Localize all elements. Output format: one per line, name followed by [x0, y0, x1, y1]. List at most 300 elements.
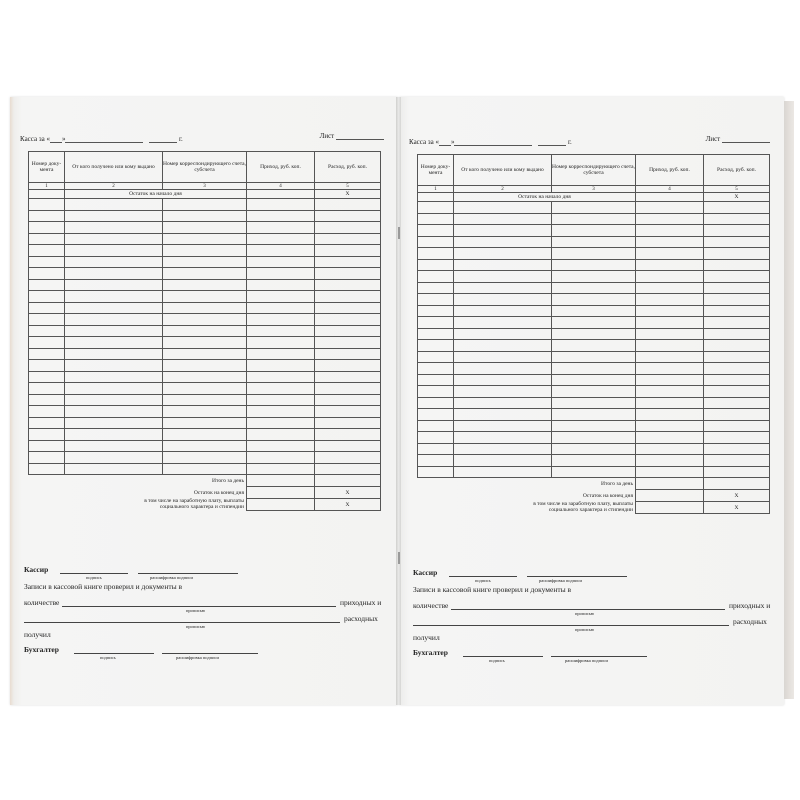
- table-cell[interactable]: [65, 245, 163, 257]
- table-cell[interactable]: [65, 463, 163, 475]
- cashier-label: Кассир: [24, 565, 49, 574]
- closing-balance-label: Остаток на конец дня: [582, 492, 633, 499]
- closing-x-mark: Х: [315, 487, 381, 499]
- table-cell[interactable]: [704, 466, 770, 478]
- table-cell[interactable]: [163, 371, 247, 383]
- table-cell[interactable]: [29, 337, 65, 349]
- table-cell[interactable]: [552, 386, 636, 398]
- table-cell[interactable]: [418, 409, 454, 421]
- table-cell[interactable]: [418, 271, 454, 283]
- quantity-outgoing-line[interactable]: [24, 622, 340, 623]
- table-row: [29, 429, 381, 441]
- table-row: [29, 302, 381, 314]
- entry-rows: [29, 199, 381, 475]
- day-field[interactable]: [439, 138, 451, 146]
- table-cell[interactable]: [315, 383, 381, 395]
- accountant-decode-line[interactable]: [551, 656, 647, 657]
- day-total-income[interactable]: [636, 478, 704, 490]
- table-cell[interactable]: [454, 432, 552, 444]
- table-cell[interactable]: [418, 432, 454, 444]
- table-cell[interactable]: [636, 213, 704, 225]
- table-cell[interactable]: [704, 409, 770, 421]
- table-cell[interactable]: [704, 213, 770, 225]
- table-cell[interactable]: [704, 305, 770, 317]
- table-cell[interactable]: [636, 282, 704, 294]
- table-cell[interactable]: [418, 443, 454, 455]
- table-cell[interactable]: [247, 279, 315, 291]
- sheet-label: Лист: [319, 132, 335, 140]
- table-cell[interactable]: [552, 455, 636, 467]
- table-cell[interactable]: [704, 317, 770, 329]
- table-cell[interactable]: [552, 271, 636, 283]
- table-cell[interactable]: [636, 409, 704, 421]
- table-cell[interactable]: [636, 225, 704, 237]
- table-cell[interactable]: [65, 360, 163, 372]
- table-cell[interactable]: [418, 225, 454, 237]
- table-cell[interactable]: [247, 440, 315, 452]
- table-cell[interactable]: [636, 202, 704, 214]
- table-cell[interactable]: [704, 432, 770, 444]
- table-cell[interactable]: [315, 337, 381, 349]
- table-cell[interactable]: [636, 294, 704, 306]
- table-cell[interactable]: [65, 325, 163, 337]
- table-cell[interactable]: [163, 222, 247, 234]
- table-cell[interactable]: [163, 348, 247, 360]
- year-field[interactable]: [538, 138, 566, 146]
- table-cell[interactable]: [315, 314, 381, 326]
- table-cell[interactable]: [454, 443, 552, 455]
- table-cell[interactable]: [418, 363, 454, 375]
- table-cell[interactable]: [552, 363, 636, 375]
- table-cell[interactable]: [454, 466, 552, 478]
- table-cell[interactable]: [454, 386, 552, 398]
- table-cell[interactable]: [552, 202, 636, 214]
- table-cell[interactable]: [315, 268, 381, 280]
- table-cell[interactable]: [704, 282, 770, 294]
- table-cell[interactable]: [29, 233, 65, 245]
- opening-cell-empty[interactable]: [418, 193, 454, 202]
- table-cell[interactable]: [418, 386, 454, 398]
- table-cell[interactable]: [65, 337, 163, 349]
- accountant-signature-caption: подпись: [100, 655, 116, 660]
- table-row: [29, 337, 381, 349]
- in-words-caption-2: прописью: [575, 627, 595, 632]
- table-cell[interactable]: [704, 374, 770, 386]
- table-cell[interactable]: [418, 328, 454, 340]
- table-cell[interactable]: [454, 455, 552, 467]
- table-cell[interactable]: [247, 452, 315, 464]
- table-cell[interactable]: [552, 213, 636, 225]
- table-cell[interactable]: [552, 248, 636, 260]
- table-cell[interactable]: [163, 199, 247, 211]
- table-cell[interactable]: [704, 455, 770, 467]
- table-cell[interactable]: [65, 279, 163, 291]
- table-cell[interactable]: [552, 328, 636, 340]
- table-cell[interactable]: [65, 452, 163, 464]
- table-cell[interactable]: [29, 452, 65, 464]
- table-cell[interactable]: [704, 248, 770, 260]
- table-cell[interactable]: [704, 340, 770, 352]
- table-cell[interactable]: [636, 374, 704, 386]
- table-cell[interactable]: [163, 383, 247, 395]
- accountant-signature-line[interactable]: [463, 656, 543, 657]
- table-cell[interactable]: [247, 348, 315, 360]
- table-cell[interactable]: [247, 394, 315, 406]
- table-cell[interactable]: [29, 360, 65, 372]
- table-cell[interactable]: [29, 314, 65, 326]
- table-cell[interactable]: [247, 302, 315, 314]
- table-cell[interactable]: [418, 340, 454, 352]
- table-row: [418, 363, 770, 375]
- table-cell[interactable]: [454, 351, 552, 363]
- table-cell[interactable]: [552, 340, 636, 352]
- table-cell[interactable]: [65, 199, 163, 211]
- table-row: [418, 328, 770, 340]
- table-cell[interactable]: [636, 443, 704, 455]
- opening-cell-empty[interactable]: [29, 190, 65, 199]
- table-cell[interactable]: [163, 417, 247, 429]
- table-cell[interactable]: [418, 202, 454, 214]
- table-cell[interactable]: [315, 302, 381, 314]
- opening-income-cell[interactable]: [636, 193, 704, 202]
- table-cell[interactable]: [704, 236, 770, 248]
- table-cell[interactable]: [636, 363, 704, 375]
- table-cell[interactable]: [163, 279, 247, 291]
- day-total-income[interactable]: [247, 475, 315, 487]
- table-cell[interactable]: [163, 337, 247, 349]
- checked-text: Записи в кассовой книге проверил и документы в: [24, 582, 183, 591]
- table-cell[interactable]: [636, 271, 704, 283]
- col-num-4: 4: [247, 183, 315, 190]
- table-cell[interactable]: [29, 302, 65, 314]
- table-cell[interactable]: [418, 420, 454, 432]
- table-cell[interactable]: [454, 397, 552, 409]
- table-cell[interactable]: [29, 279, 65, 291]
- table-cell[interactable]: [163, 314, 247, 326]
- table-cell[interactable]: [29, 199, 65, 211]
- table-cell[interactable]: [315, 210, 381, 222]
- table-cell[interactable]: [418, 374, 454, 386]
- table-cell[interactable]: [65, 268, 163, 280]
- table-cell[interactable]: [552, 409, 636, 421]
- day-total-expense[interactable]: [704, 478, 770, 490]
- table-cell[interactable]: [454, 420, 552, 432]
- table-cell[interactable]: [454, 317, 552, 329]
- table-cell[interactable]: [418, 397, 454, 409]
- table-cell[interactable]: [65, 291, 163, 303]
- table-cell[interactable]: [315, 417, 381, 429]
- sheet-number-field[interactable]: [336, 132, 384, 140]
- col-num-1: 1: [418, 186, 454, 193]
- table-cell[interactable]: [636, 351, 704, 363]
- table-cell[interactable]: [418, 282, 454, 294]
- table-cell[interactable]: [454, 328, 552, 340]
- table-cell[interactable]: [315, 360, 381, 372]
- month-field[interactable]: [65, 135, 143, 143]
- table-cell[interactable]: [704, 351, 770, 363]
- table-cell[interactable]: [247, 314, 315, 326]
- table-cell[interactable]: [454, 340, 552, 352]
- table-cell[interactable]: [29, 429, 65, 441]
- table-cell[interactable]: [247, 383, 315, 395]
- table-cell[interactable]: [65, 348, 163, 360]
- table-cell[interactable]: [704, 420, 770, 432]
- table-cell[interactable]: [636, 420, 704, 432]
- table-cell[interactable]: [315, 245, 381, 257]
- table-cell[interactable]: [315, 291, 381, 303]
- closing-balance-row: [29, 487, 381, 499]
- table-cell[interactable]: [29, 256, 65, 268]
- table-cell[interactable]: [704, 202, 770, 214]
- table-cell[interactable]: [65, 256, 163, 268]
- table-cell[interactable]: [65, 222, 163, 234]
- table-cell[interactable]: [247, 210, 315, 222]
- table-cell[interactable]: [552, 282, 636, 294]
- quantity-incoming-line[interactable]: [451, 609, 725, 610]
- table-cell[interactable]: [29, 417, 65, 429]
- table-cell[interactable]: [315, 325, 381, 337]
- cashier-decode-line[interactable]: [527, 576, 627, 577]
- table-cell[interactable]: [247, 233, 315, 245]
- month-field[interactable]: [454, 138, 532, 146]
- table-cell[interactable]: [29, 394, 65, 406]
- table-row: [418, 340, 770, 352]
- table-cell[interactable]: [29, 406, 65, 418]
- table-cell[interactable]: [65, 314, 163, 326]
- day-total-label: Итого за день: [601, 480, 633, 487]
- table-cell[interactable]: [315, 371, 381, 383]
- table-cell[interactable]: [65, 394, 163, 406]
- table-cell[interactable]: [315, 348, 381, 360]
- table-cell[interactable]: [418, 455, 454, 467]
- table-cell[interactable]: [163, 210, 247, 222]
- table-cell[interactable]: [315, 222, 381, 234]
- day-total-expense[interactable]: [315, 475, 381, 487]
- table-cell[interactable]: [247, 256, 315, 268]
- table-cell[interactable]: [29, 268, 65, 280]
- cashier-signature-line[interactable]: [449, 576, 517, 577]
- table-cell[interactable]: [636, 466, 704, 478]
- table-cell[interactable]: [636, 432, 704, 444]
- cashier-signature-caption: подпись: [475, 578, 491, 583]
- table-cell[interactable]: [315, 452, 381, 464]
- table-cell[interactable]: [552, 259, 636, 271]
- table-cell[interactable]: [65, 383, 163, 395]
- table-cell[interactable]: [65, 440, 163, 452]
- sheet-number-field[interactable]: [722, 135, 770, 143]
- table-cell[interactable]: [315, 256, 381, 268]
- table-cell[interactable]: [454, 225, 552, 237]
- table-cell[interactable]: [247, 463, 315, 475]
- table-cell[interactable]: [315, 199, 381, 211]
- table-cell[interactable]: [636, 328, 704, 340]
- table-cell[interactable]: [636, 455, 704, 467]
- table-cell[interactable]: [247, 199, 315, 211]
- table-cell[interactable]: [163, 406, 247, 418]
- table-cell[interactable]: [418, 213, 454, 225]
- table-cell[interactable]: [418, 466, 454, 478]
- col-num-4: 4: [636, 186, 704, 193]
- closing-balance-cell[interactable]: [247, 487, 315, 499]
- table-cell[interactable]: [65, 429, 163, 441]
- table-cell[interactable]: [29, 371, 65, 383]
- table-cell[interactable]: [315, 279, 381, 291]
- salary-amount-cell[interactable]: [247, 499, 315, 511]
- table-cell[interactable]: [454, 259, 552, 271]
- table-cell[interactable]: [704, 294, 770, 306]
- table-cell[interactable]: [454, 363, 552, 375]
- table-cell[interactable]: [65, 302, 163, 314]
- table-cell[interactable]: [454, 409, 552, 421]
- table-cell[interactable]: [552, 317, 636, 329]
- table-cell[interactable]: [29, 440, 65, 452]
- table-cell[interactable]: [29, 463, 65, 475]
- table-cell[interactable]: [29, 222, 65, 234]
- table-cell[interactable]: [247, 325, 315, 337]
- table-cell[interactable]: [315, 233, 381, 245]
- col-account: Номер корреспондирующего счета, субсчета: [163, 152, 247, 183]
- table-cell[interactable]: [552, 466, 636, 478]
- day-field[interactable]: [50, 135, 62, 143]
- table-cell[interactable]: [552, 443, 636, 455]
- year-field[interactable]: [149, 135, 177, 143]
- table-cell[interactable]: [315, 394, 381, 406]
- table-cell[interactable]: [247, 360, 315, 372]
- table-cell[interactable]: [454, 213, 552, 225]
- table-cell[interactable]: [704, 259, 770, 271]
- accountant-decode-line[interactable]: [162, 653, 258, 654]
- quantity-label: количестве: [413, 601, 449, 610]
- salary-amount-cell[interactable]: [636, 502, 704, 514]
- table-cell[interactable]: [247, 268, 315, 280]
- table-cell[interactable]: [704, 443, 770, 455]
- closing-balance-cell[interactable]: [636, 490, 704, 502]
- table-cell[interactable]: [65, 210, 163, 222]
- table-cell[interactable]: [636, 259, 704, 271]
- table-cell[interactable]: [552, 225, 636, 237]
- cashier-signature-caption: подпись: [86, 575, 102, 580]
- col-income: Приход, руб. коп.: [247, 152, 315, 183]
- table-cell[interactable]: [163, 429, 247, 441]
- table-cell[interactable]: [163, 440, 247, 452]
- table-cell[interactable]: [418, 351, 454, 363]
- table-cell[interactable]: [704, 225, 770, 237]
- table-cell[interactable]: [552, 420, 636, 432]
- accountant-signature-line[interactable]: [74, 653, 154, 654]
- table-cell[interactable]: [65, 233, 163, 245]
- table-cell[interactable]: [315, 406, 381, 418]
- quantity-incoming-line[interactable]: [62, 606, 336, 607]
- table-cell[interactable]: [163, 268, 247, 280]
- table-cell[interactable]: [247, 371, 315, 383]
- table-cell[interactable]: [163, 325, 247, 337]
- table-cell[interactable]: [247, 337, 315, 349]
- table-row: [29, 383, 381, 395]
- table-cell[interactable]: [552, 397, 636, 409]
- table-cell[interactable]: [454, 202, 552, 214]
- table-cell[interactable]: [454, 271, 552, 283]
- table-cell[interactable]: [315, 463, 381, 475]
- table-cell[interactable]: [552, 236, 636, 248]
- table-cell[interactable]: [163, 245, 247, 257]
- table-cell[interactable]: [315, 440, 381, 452]
- salary-note: [29, 499, 247, 511]
- table-cell[interactable]: [418, 259, 454, 271]
- table-cell[interactable]: [418, 236, 454, 248]
- table-cell[interactable]: [636, 386, 704, 398]
- table-cell[interactable]: [29, 348, 65, 360]
- table-cell[interactable]: [636, 236, 704, 248]
- table-cell[interactable]: [636, 305, 704, 317]
- table-cell[interactable]: [704, 397, 770, 409]
- table-cell[interactable]: [247, 406, 315, 418]
- table-cell[interactable]: [163, 256, 247, 268]
- table-cell[interactable]: [552, 305, 636, 317]
- table-cell[interactable]: [636, 317, 704, 329]
- table-cell[interactable]: [454, 294, 552, 306]
- incoming-label: приходных и: [340, 598, 382, 607]
- table-cell[interactable]: [65, 417, 163, 429]
- table-cell[interactable]: [704, 363, 770, 375]
- quantity-outgoing-line[interactable]: [413, 625, 729, 626]
- table-cell[interactable]: [65, 371, 163, 383]
- cashier-signature-line[interactable]: [60, 573, 128, 574]
- table-cell[interactable]: [704, 328, 770, 340]
- table-cell[interactable]: [636, 340, 704, 352]
- table-cell[interactable]: [29, 325, 65, 337]
- table-cell[interactable]: [418, 317, 454, 329]
- opening-income-cell[interactable]: [247, 190, 315, 199]
- cashier-decode-line[interactable]: [138, 573, 238, 574]
- table-cell[interactable]: [163, 233, 247, 245]
- table-cell[interactable]: [29, 383, 65, 395]
- table-cell[interactable]: [65, 406, 163, 418]
- table-cell[interactable]: [163, 302, 247, 314]
- table-cell[interactable]: [454, 374, 552, 386]
- table-cell[interactable]: [704, 386, 770, 398]
- table-cell[interactable]: [636, 248, 704, 260]
- table-cell[interactable]: [247, 291, 315, 303]
- table-cell[interactable]: [454, 305, 552, 317]
- table-cell[interactable]: [454, 236, 552, 248]
- table-cell[interactable]: [247, 429, 315, 441]
- table-cell[interactable]: [454, 282, 552, 294]
- table-cell[interactable]: [552, 294, 636, 306]
- table-cell[interactable]: [418, 248, 454, 260]
- table-cell[interactable]: [552, 374, 636, 386]
- table-cell[interactable]: [163, 360, 247, 372]
- table-cell[interactable]: [247, 417, 315, 429]
- table-cell[interactable]: [163, 394, 247, 406]
- table-cell[interactable]: [552, 432, 636, 444]
- table-cell[interactable]: [29, 210, 65, 222]
- table-cell[interactable]: [315, 429, 381, 441]
- table-cell[interactable]: [552, 351, 636, 363]
- table-cell[interactable]: [454, 248, 552, 260]
- table-cell[interactable]: [636, 397, 704, 409]
- table-cell[interactable]: [418, 305, 454, 317]
- table-cell[interactable]: [163, 452, 247, 464]
- table-cell[interactable]: [247, 222, 315, 234]
- table-cell[interactable]: [163, 463, 247, 475]
- table-cell[interactable]: [29, 291, 65, 303]
- table-cell[interactable]: [247, 245, 315, 257]
- table-cell[interactable]: [29, 245, 65, 257]
- cash-date-label: Касса за «: [409, 138, 439, 146]
- table-cell[interactable]: [704, 271, 770, 283]
- table-cell[interactable]: [163, 291, 247, 303]
- table-cell[interactable]: [418, 294, 454, 306]
